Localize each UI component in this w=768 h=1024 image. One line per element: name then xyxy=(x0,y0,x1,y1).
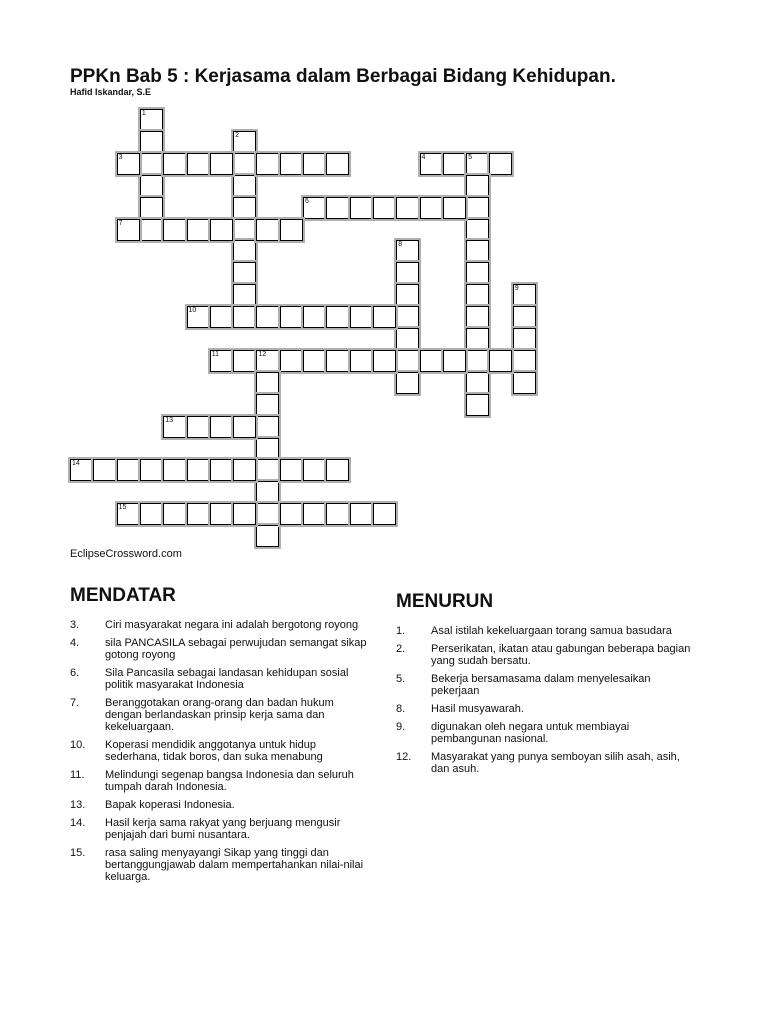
crossword-cell[interactable] xyxy=(256,416,279,438)
crossword-cell[interactable] xyxy=(163,416,186,438)
crossword-cell[interactable] xyxy=(466,350,489,372)
crossword-cell[interactable] xyxy=(140,131,163,153)
clue-item xyxy=(396,721,696,745)
crossword-cell[interactable] xyxy=(233,350,256,372)
crossword-cell[interactable] xyxy=(280,153,303,175)
crossword-cell[interactable] xyxy=(210,350,233,372)
page-title: PPKn Bab 5 : Kerjasama dalam Berbagai Bidang Kehidupan. xyxy=(70,66,616,87)
crossword-cell[interactable] xyxy=(303,153,326,175)
crossword-cell[interactable] xyxy=(256,306,279,328)
clue-number: 7. xyxy=(70,697,80,709)
crossword-cell[interactable] xyxy=(373,306,396,328)
crossword-cell[interactable] xyxy=(256,153,279,175)
clue-item xyxy=(70,817,370,841)
clue-number-label: 3 xyxy=(118,153,123,161)
down-heading: MENURUN xyxy=(396,591,494,612)
clue-item xyxy=(70,799,370,811)
clue-number-label: 8 xyxy=(398,241,403,249)
crossword-cell[interactable] xyxy=(233,240,256,262)
clue-number-label: 4 xyxy=(421,153,426,161)
crossword-cell[interactable] xyxy=(466,306,489,328)
crossword-cell[interactable] xyxy=(117,153,140,175)
clue-number: 4. xyxy=(70,637,80,649)
clue-number-label: 9 xyxy=(514,285,519,293)
clue-text: Hasil musyawarah. xyxy=(431,703,524,715)
clue-item xyxy=(70,769,370,793)
crossword-cell[interactable] xyxy=(233,416,256,438)
crossword-cell[interactable] xyxy=(326,350,349,372)
clue-number: 15. xyxy=(70,847,86,859)
clue-item xyxy=(70,697,370,733)
crossword-cell[interactable] xyxy=(396,350,419,372)
crossword-cell[interactable] xyxy=(210,306,233,328)
crossword-cell[interactable] xyxy=(466,372,489,394)
crossword-cell[interactable] xyxy=(117,503,140,525)
clue-number: 8. xyxy=(396,703,406,715)
clue-text: Hasil kerja sama rakyat yang berjuang mengusir penjajah dari bumi nusantara. xyxy=(105,817,341,841)
crossword-cell[interactable] xyxy=(140,459,163,481)
crossword-cell[interactable] xyxy=(256,394,279,416)
crossword-cell[interactable] xyxy=(513,328,536,350)
crossword-cell[interactable] xyxy=(187,306,210,328)
crossword-cell[interactable] xyxy=(326,153,349,175)
crossword-cell[interactable] xyxy=(350,306,373,328)
crossword-cell[interactable] xyxy=(233,197,256,219)
clue-item xyxy=(70,619,370,631)
clue-item xyxy=(396,703,696,715)
crossword-cell[interactable] xyxy=(233,503,256,525)
crossword-cell[interactable] xyxy=(140,153,163,175)
crossword-cell[interactable] xyxy=(140,503,163,525)
crossword-cell[interactable] xyxy=(140,197,163,219)
crossword-cell[interactable] xyxy=(163,503,186,525)
crossword-cell[interactable] xyxy=(256,372,279,394)
crossword-cell[interactable] xyxy=(303,350,326,372)
clue-item xyxy=(70,667,370,691)
crossword-cell[interactable] xyxy=(373,197,396,219)
crossword-cell[interactable] xyxy=(233,284,256,306)
crossword-cell[interactable] xyxy=(350,350,373,372)
crossword-cell[interactable] xyxy=(420,350,443,372)
clue-item xyxy=(70,637,370,661)
clue-text: Bapak koperasi Indonesia. xyxy=(105,799,235,811)
crossword-cell[interactable] xyxy=(117,219,140,241)
clue-number: 10. xyxy=(70,739,86,751)
crossword-cell[interactable] xyxy=(396,197,419,219)
crossword-cell[interactable] xyxy=(489,350,512,372)
clue-number: 12. xyxy=(396,751,412,763)
clue-number: 3. xyxy=(70,619,80,631)
crossword-cell[interactable] xyxy=(256,459,279,481)
crossword-cell[interactable] xyxy=(326,503,349,525)
clue-item xyxy=(396,625,696,637)
clue-number-label: 7 xyxy=(118,219,123,227)
clue-number: 9. xyxy=(396,721,406,733)
clue-item xyxy=(70,739,370,763)
crossword-cell[interactable] xyxy=(233,306,256,328)
crossword-cell[interactable] xyxy=(466,219,489,241)
crossword-cell[interactable] xyxy=(280,306,303,328)
crossword-cell[interactable] xyxy=(350,197,373,219)
clue-number-label: 14 xyxy=(72,460,80,468)
crossword-cell[interactable] xyxy=(70,459,93,481)
crossword-cell[interactable] xyxy=(210,503,233,525)
crossword-cell[interactable] xyxy=(303,459,326,481)
clue-number: 11. xyxy=(70,769,85,781)
clue-number-label: 13 xyxy=(165,416,173,424)
clue-number: 6. xyxy=(70,667,80,679)
crossword-cell[interactable] xyxy=(489,153,512,175)
clue-number-label: 6 xyxy=(305,197,309,205)
crossword-cell[interactable] xyxy=(443,350,466,372)
clue-number: 13. xyxy=(70,799,86,811)
clue-text: Masyarakat yang punya semboyan silih asah, asih, dan asuh. xyxy=(431,751,680,775)
crossword-cell[interactable] xyxy=(443,153,466,175)
crossword-cell[interactable] xyxy=(140,219,163,241)
clue-item xyxy=(396,673,696,697)
clue-number: 2. xyxy=(396,643,406,655)
clue-text: Bekerja bersamasama dalam menyelesaikan pekerjaan xyxy=(431,673,651,697)
crossword-cell[interactable] xyxy=(256,503,279,525)
crossword-cell[interactable] xyxy=(396,328,419,350)
crossword-cell[interactable] xyxy=(396,240,419,262)
crossword-cell[interactable] xyxy=(140,175,163,197)
crossword-cell[interactable] xyxy=(466,328,489,350)
crossword-cell[interactable] xyxy=(373,503,396,525)
crossword-cell[interactable] xyxy=(513,306,536,328)
clue-number-label: 10 xyxy=(188,307,197,315)
crossword-cell[interactable] xyxy=(233,219,256,241)
crossword-cell[interactable] xyxy=(233,262,256,284)
down-clue-list xyxy=(396,625,696,781)
clue-number-label: 15 xyxy=(118,504,127,512)
clue-text: digunakan oleh negara untuk membiayai pembangunan nasional. xyxy=(431,721,630,745)
crossword-cell[interactable] xyxy=(280,219,303,241)
crossword-cell[interactable] xyxy=(93,459,116,481)
crossword-cell[interactable] xyxy=(303,197,326,219)
across-clue-list xyxy=(70,619,370,889)
clue-number-label: 5 xyxy=(468,153,472,161)
crossword-cell[interactable] xyxy=(396,284,419,306)
clue-number-label: 12 xyxy=(258,350,267,358)
crossword-cell[interactable] xyxy=(513,372,536,394)
crossword-cell[interactable] xyxy=(466,175,489,197)
crossword-cell[interactable] xyxy=(210,153,233,175)
crossword-cell[interactable] xyxy=(373,350,396,372)
crossword-cell[interactable] xyxy=(326,306,349,328)
crossword-cell[interactable] xyxy=(187,503,210,525)
crossword-cell[interactable] xyxy=(350,503,373,525)
crossword-cell[interactable] xyxy=(233,153,256,175)
crossword-cell[interactable] xyxy=(187,219,210,241)
clue-item xyxy=(70,847,370,883)
clue-text: Perserikatan, ikatan atau gabungan beberapa bagian yang sudah bersatu. xyxy=(431,643,691,667)
crossword-cell[interactable] xyxy=(303,503,326,525)
crossword-cell[interactable] xyxy=(210,459,233,481)
crossword-cell[interactable] xyxy=(256,525,279,547)
crossword-cell[interactable] xyxy=(420,153,443,175)
crossword-cell[interactable] xyxy=(513,284,536,306)
crossword-cell[interactable] xyxy=(233,459,256,481)
crossword-cell[interactable] xyxy=(256,350,279,372)
crossword-cell[interactable] xyxy=(396,306,419,328)
crossword-cell[interactable] xyxy=(256,219,279,241)
crossword-cell[interactable] xyxy=(443,197,466,219)
crossword-cell[interactable] xyxy=(280,503,303,525)
crossword-cell[interactable] xyxy=(280,350,303,372)
crossword-cell[interactable] xyxy=(280,459,303,481)
crossword-cell[interactable] xyxy=(326,459,349,481)
crossword-cell[interactable] xyxy=(466,394,489,416)
clue-text: Asal istilah kekeluargaan torang samua basudara xyxy=(431,625,672,637)
clue-number: 1. xyxy=(396,625,406,637)
crossword-cell[interactable] xyxy=(233,131,256,153)
clue-text: Koperasi mendidik anggotanya untuk hidup sederhana, tidak boros, dan suka menabung xyxy=(105,739,323,763)
crossword-cell[interactable] xyxy=(187,459,210,481)
crossword-cell[interactable] xyxy=(420,197,443,219)
clue-text: Beranggotakan orang-orang dan badan hukum dengan berlandaskan prinsip kerja sama dan kekeluargaan. xyxy=(105,697,334,733)
crossword-cell[interactable] xyxy=(466,240,489,262)
clue-number-label: 11 xyxy=(211,350,220,358)
crossword-cell[interactable] xyxy=(326,197,349,219)
crossword-cell[interactable] xyxy=(163,153,186,175)
clue-number: 14. xyxy=(70,817,86,829)
clue-text: Melindungi segenap bangsa Indonesia dan seluruh tumpah darah Indonesia. xyxy=(105,769,354,793)
crossword-cell[interactable] xyxy=(187,153,210,175)
crossword-cell[interactable] xyxy=(466,284,489,306)
crossword-cell[interactable] xyxy=(140,109,163,131)
clue-item xyxy=(396,751,696,775)
clue-number-label: 2 xyxy=(235,131,239,139)
across-heading: MENDATAR xyxy=(70,585,176,606)
crossword-cell[interactable] xyxy=(513,350,536,372)
clue-text: sila PANCASILA sebagai perwujudan semangat sikap gotong royong xyxy=(105,637,367,661)
crossword-cell[interactable] xyxy=(466,197,489,219)
clue-number: 5. xyxy=(396,673,406,685)
crossword-cell[interactable] xyxy=(396,262,419,284)
crossword-cell[interactable] xyxy=(466,153,489,175)
crossword-cell[interactable] xyxy=(303,306,326,328)
clue-number-label: 1 xyxy=(141,110,146,117)
clue-text: rasa saling menyayangi Sikap yang tinggi dan bertanggungjawab dalam mempertahankan nilai-nilai keluarga. xyxy=(105,847,364,883)
crossword-cell[interactable] xyxy=(466,262,489,284)
crossword-cell[interactable] xyxy=(187,416,210,438)
crossword-cell[interactable] xyxy=(210,416,233,438)
clue-text: Ciri masyarakat negara ini adalah bergotong royong xyxy=(105,619,359,631)
crossword-cell[interactable] xyxy=(163,459,186,481)
crossword-cell[interactable] xyxy=(210,219,233,241)
crossword-cell[interactable] xyxy=(233,175,256,197)
author-name: Hafid Iskandar, S.E xyxy=(70,87,152,97)
clue-text: Sila Pancasila sebagai landasan kehidupan sosial politik masyarakat Indonesia xyxy=(105,667,349,691)
crossword-cell[interactable] xyxy=(256,481,279,503)
footer-credit: EclipseCrossword.com xyxy=(70,548,182,560)
crossword-cell[interactable] xyxy=(396,372,419,394)
crossword-cell[interactable] xyxy=(163,219,186,241)
crossword-cell[interactable] xyxy=(256,438,279,460)
crossword-cell[interactable] xyxy=(117,459,140,481)
clue-item xyxy=(396,643,696,667)
